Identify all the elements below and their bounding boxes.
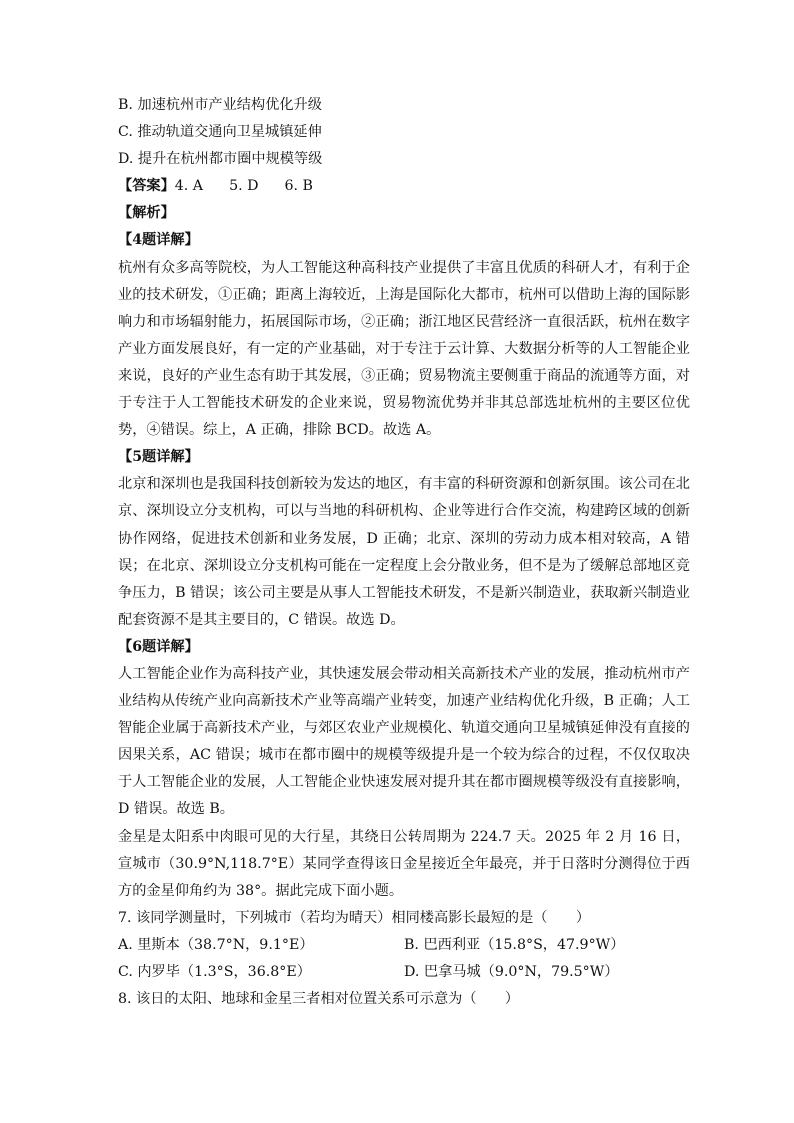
q8-stem: 8. 该日的太阳、地球和金星三者相对位置关系可示意为（ ） [118, 991, 520, 1008]
document-page [118, 92, 690, 1013]
option-c: C. 推动轨道交通向卫星城镇延伸 [118, 124, 322, 141]
q7-options [118, 932, 690, 986]
q7-option-a: A. 里斯本（38.7°N，9.1°E） [118, 936, 314, 953]
q5-heading: 【5题详解】 [118, 449, 199, 466]
q6-explanation: 人工智能企业作为高科技产业，其快速发展会带动相关高新技术产业的发展，推动杭州市产业结构从传统产业向高新技术产业等高端产业转变，加速产业结构优化升级，B 正确；人工智能企业属于高新技术产业，与郊区农业产业规模化、轨道交通向卫星城镇延伸没有直接的因果关系，AC 错误；城市在都市圈中的规模等级提升是一个较为综合的过程，不仅仅取决于人工智能企业的发展，人工智能企业快速发展对提升其在都市圈规模等级没有直接影响，D 错误。故选 B。 [118, 665, 690, 818]
option-b: B. 加速杭州市产业结构优化升级 [118, 97, 322, 113]
answer-item-6: 6. B [284, 178, 313, 195]
answer-line [118, 173, 690, 200]
q6-heading: 【6题详解】 [118, 638, 199, 655]
q4-heading: 【4题详解】 [118, 232, 199, 249]
answer-label: 【答案】 [118, 178, 175, 195]
question-stem: 金星是太阳系中肉眼可见的大行星，其绕日公转周期为 224.7 天。2025 年 2 月 16 日，宣城市（30.9°N,118.7°E）某同学查得该日金星接近全年最亮，并于日落时分测得位于西方的金星仰角约为 38°。据此完成下面小题。 [118, 828, 690, 899]
q7-option-b: B. 巴西利亚（15.8°S，47.9°W） [404, 936, 625, 953]
analysis-heading: 【解析】 [118, 205, 175, 222]
q7-stem: 7. 该同学测量时，下列城市（若均为晴天）相同楼高影长最短的是（ ） [118, 909, 591, 926]
q7-option-c: C. 内罗毕（1.3°S，36.8°E） [118, 964, 311, 980]
q4-explanation: 杭州有众多高等院校，为人工智能这种高科技产业提供了丰富且优质的科研人才，有利于企业的技术研发，①正确；距离上海较近，上海是国际化大都市，杭州可以借助上海的国际影响力和市场辐射能力，拓展国际市场，②正确；浙江地区民营经济一直很活跃，杭州在数字产业方面发展良好，有一定的产业基础，对于专注于云计算、大数据分析等的人工智能企业来说，良好的产业生态有助于其发展，③正确；贸易物流主要侧重于商品的流通等方面，对于专注于人工智能技术研发的企业来说，贸易物流优势并非其总部选址杭州的主要区位优势，④错误。综上，A 正确，排除 BCD。故选 A。 [118, 259, 690, 439]
answer-item-5: 5. D [229, 178, 259, 195]
q5-explanation: 北京和深圳也是我国科技创新较为发达的地区，有丰富的科研资源和创新氛围。该公司在北京、深圳设立分支机构，可以与当地的科研机构、企业等进行合作交流，构建跨区域的创新协作网络，促进技术创新和业务发展，D 正确；北京、深圳的劳动力成本相对较高，A 错误；在北京、深圳设立分支机构可能在一定程度上会分散业务，但不是为了缓解总部地区竞争压力，B 错误；该公司主要是从事人工智能技术研发，不是新兴制造业，获取新兴制造业配套资源不是其主要目的，C 错误。故选 D。 [118, 476, 690, 628]
option-d: D. 提升在杭州都市圈中规模等级 [118, 151, 323, 168]
answer-item-4: 4. A [174, 178, 204, 195]
q7-option-d: D. 巴拿马城（9.0°N，79.5°W） [404, 964, 619, 980]
